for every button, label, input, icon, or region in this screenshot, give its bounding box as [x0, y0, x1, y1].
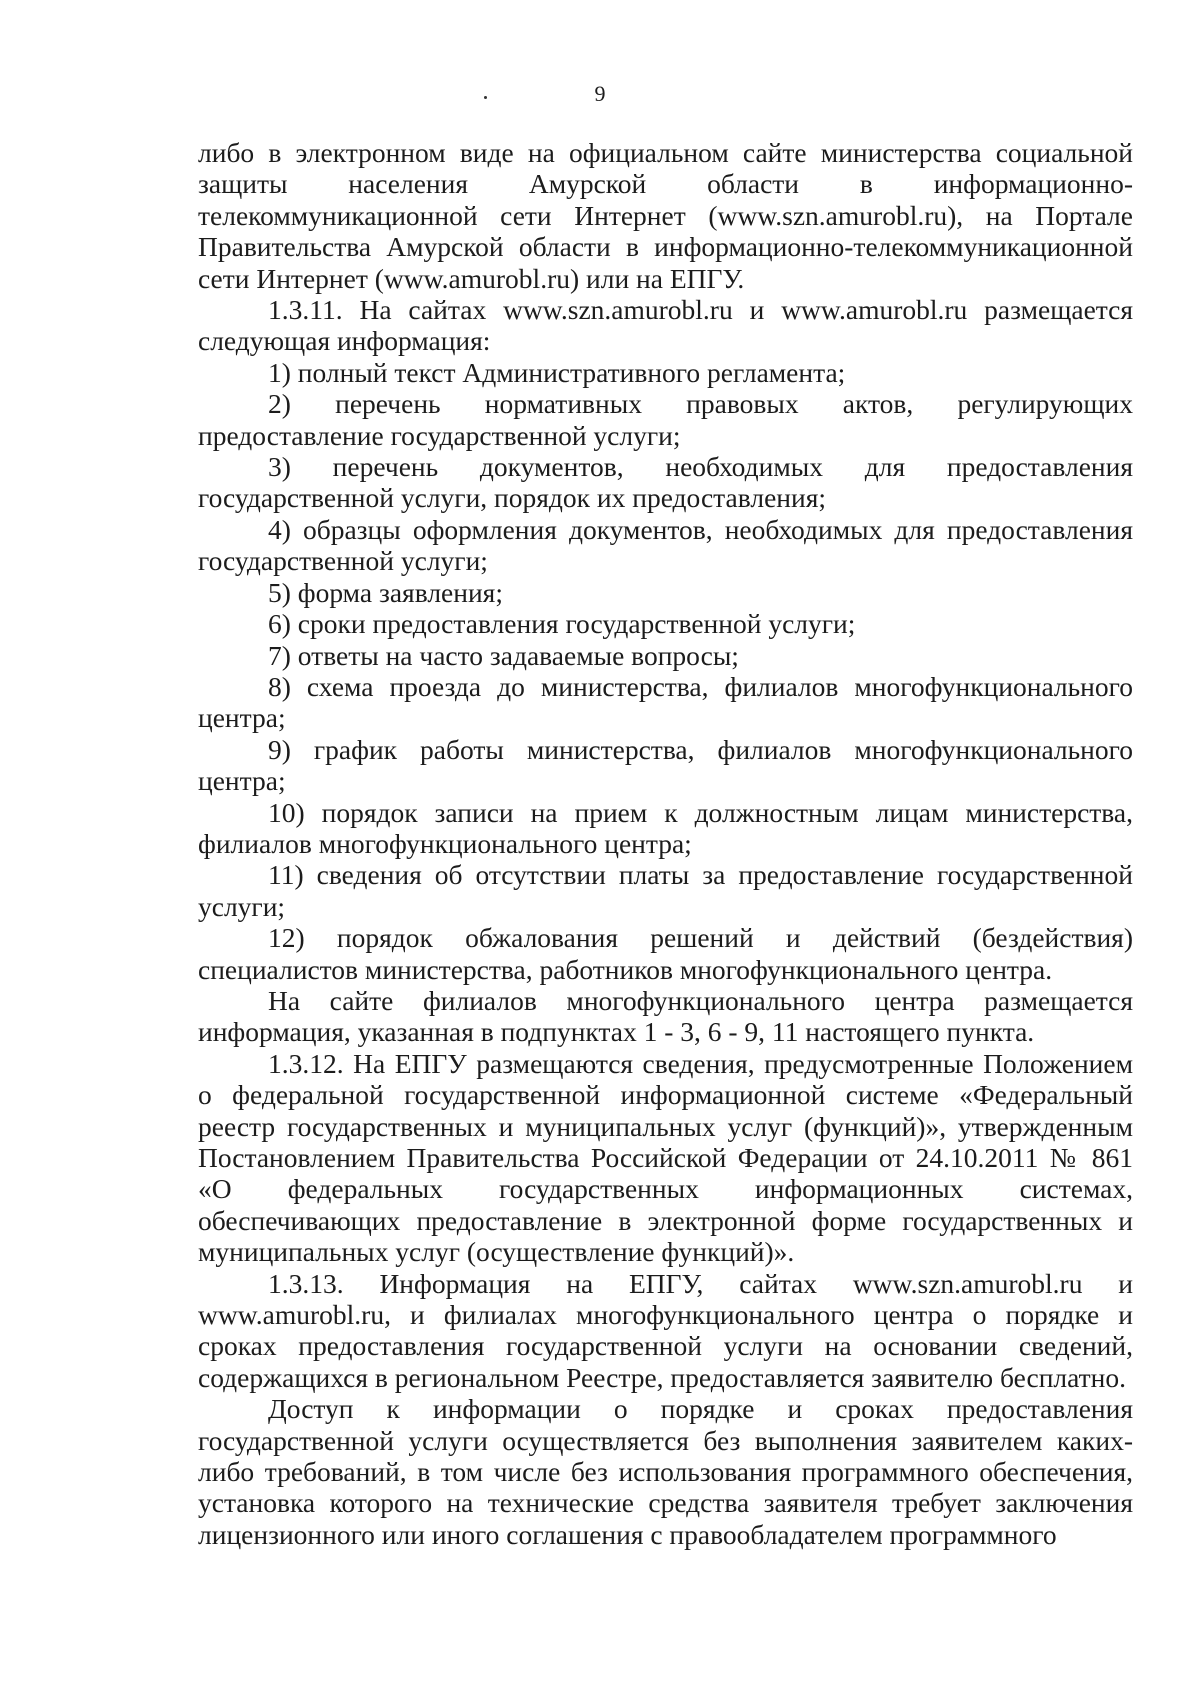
- paragraph: 5) форма заявления;: [268, 576, 503, 608]
- page-number: 9: [594, 81, 606, 106]
- paragraph: 1.3.11. На сайтах www.szn.amurobl.ru и www.amurobl.ru размещается следующая информация:: [198, 294, 1133, 357]
- paragraph: 9) график работы министерства, филиалов многофункционального центра;: [198, 733, 1133, 797]
- paragraph: 10) порядок записи на прием к должностным лицам министерства, филиалов многофункционального центра;: [198, 796, 1133, 859]
- paragraph: 6) сроки предоставления государственной услуги;: [268, 608, 856, 640]
- paragraph: 1.3.12. На ЕПГУ размещаются сведения, предусмотренные Положением о федеральной государственной информационной системе «Федеральный реестр государственных и муниципальных услуг (функций)», утвержденным Постановлением Правительства Российской Федерации от 24.10.2011 № 861 «О федеральных государственных информационных системах, обеспечивающих предоставление в электронной форме государственных и муниципальных услуг (осуществление функций)».: [198, 1047, 1133, 1268]
- paragraph: 12) порядок обжалования решений и действий (бездействия) специалистов министерства, работников многофункционального центра.: [198, 922, 1133, 985]
- paragraph: 1) полный текст Административного регламента;: [268, 356, 846, 388]
- paragraph: 1.3.13. Информация на ЕПГУ, сайтах www.szn.amurobl.ru и www.amurobl.ru, и филиалах многофункционального центра о порядке и сроках предоставления государственной услуги на основании сведений, содержащихся в региональном Реестре, предоставляется заявителю бесплатно.: [198, 1267, 1133, 1393]
- paragraph: 7) ответы на часто задаваемые вопросы;: [268, 639, 739, 671]
- paragraph: 3) перечень документов, необходимых для предоставления государственной услуги, порядок их предоставления;: [198, 451, 1133, 514]
- paragraph: либо в электронном виде на официальном сайте министерства социальной защиты населения Амурской области в информационно-телекоммуникационной сети Интернет (www.szn.amurobl.ru), на Портале Правительства Амурской области в информационно-телекоммуникационной сети Интернет (www.amurobl.ru) или на ЕПГУ.: [198, 137, 1133, 294]
- paragraph: Доступ к информации о порядке и сроках предоставления государственной услуги осуществляется без выполнения заявителем каких-либо требований, в том числе без использования программного обеспечения, установка которого на технические средства заявителя требует заключения лицензионного или иного соглашения с правообладателем программного: [198, 1393, 1133, 1550]
- document-body: [198, 137, 1133, 1550]
- paragraph: 8) схема проезда до министерства, филиалов многофункционального центра;: [198, 670, 1133, 734]
- paragraph: 4) образцы оформления документов, необходимых для предоставления государственной услуги;: [198, 513, 1133, 577]
- paragraph: 2) перечень нормативных правовых актов, регулирующих предоставление государственной услуги;: [198, 388, 1133, 451]
- paragraph: 11) сведения об отсутствии платы за предоставление государственной услуги;: [198, 859, 1133, 922]
- paragraph: На сайте филиалов многофункционального центра размещается информация, указанная в подпунктах 1 - 3, 6 - 9, 11 настоящего пункта.: [198, 984, 1133, 1048]
